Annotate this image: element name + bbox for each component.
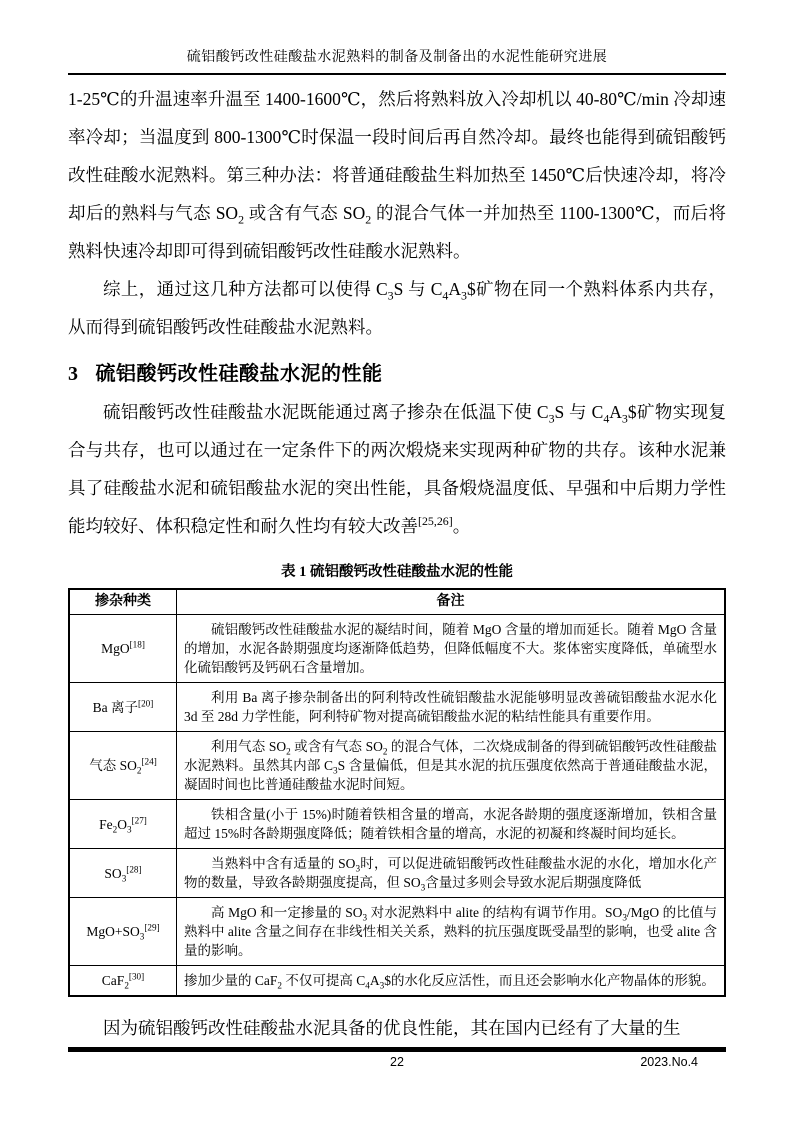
table-caption: 表 1 硫铝酸钙改性硅酸盐水泥的性能	[281, 564, 513, 580]
running-title: 硫铝酸钙改性硅酸盐水泥熟料的制备及制备出的水泥性能研究进展	[186, 50, 608, 65]
note-cell: 掺加少量的 CaF$_2$ 不仅可提高 $C_4A_3\$$的水化反应活性，而且还会影响水化产物晶体的形貌。	[177, 966, 726, 997]
note-cell: 硫铝酸钙改性硅酸盐水泥的凝结时间，随着 MgO 含量的增加而延长。随着 MgO 含量的增加，水泥各龄期强度均逐渐降低趋势，但降低幅度不大。浆体密实度降低，单硫型水化硫铝酸钙及钙矾石含量增加。	[177, 615, 726, 683]
table-header-row	[69, 589, 725, 615]
dopant-cell: $Fe_2O_3[27]$	[69, 800, 177, 849]
dopant-cell: Ba 离子[20]	[69, 683, 177, 732]
issue-label: 2023.No.4	[640, 1055, 698, 1069]
table-row-fe2o3	[69, 800, 725, 849]
page-number: 22	[390, 1055, 404, 1069]
column-header-note: 备注	[177, 589, 726, 615]
table-row-so3	[69, 849, 725, 898]
table-row-ba	[69, 683, 725, 732]
performance-table	[68, 588, 726, 997]
section-heading	[68, 357, 726, 386]
paragraph-continuation: 1-25℃的升温速率升温至 1400-1600℃，然后将熟料放入冷却机以 40-80℃/min 冷却速率冷却；当温度到 800-1300℃时保温一段时间后再自然冷却。最终也能得到硫铝酸钙改性硅酸水泥熟料。第三种办法：将普通硅酸盐生料加热至 1450℃后快速冷却，将冷却后的熟料与气态 $SO_2$ 或含有气态 $SO_2$ 的混合气体一并加热至 1100-1300℃，而后将熟料快速冷却即可得到硫铝酸钙改性硅酸水泥熟料。	[68, 89, 726, 261]
footer-rule	[68, 1047, 726, 1052]
paragraph-summary: 综上，通过这几种方法都可以使得 $C_3S$ 与 $C_4A_3\$$矿物在同一个熟料体系内共存，从而得到硫铝酸钙改性硅酸盐水泥熟料。	[68, 279, 727, 337]
table-row-caf2	[69, 966, 725, 997]
dopant-cell: $SO_3[28]$	[69, 849, 177, 898]
dopant-cell: 气态 $SO_2[24]$	[69, 732, 177, 800]
page-footer	[68, 1047, 726, 1075]
section-title: 硫铝酸钙改性硅酸盐水泥的性能	[95, 363, 383, 385]
page-content	[68, 80, 726, 1047]
note-cell: 当熟料中含有适量的 $SO_3$时，可以促进硫铝酸钙改性硅酸盐水泥的水化，增加水化产物的数量，导致各龄期强度提高，但 $SO_3$含量过多则会导致水泥后期强度降低	[177, 849, 726, 898]
footer-text	[68, 1055, 726, 1075]
section-number: 3	[68, 363, 79, 385]
paragraph-after-table: 因为硫铝酸钙改性硅酸盐水泥具备的优良性能，其在国内已经有了大量的生	[103, 1018, 681, 1038]
page-header	[68, 0, 726, 75]
dopant-cell: CaF$_2$[30]	[69, 966, 177, 997]
table-row-mgo	[69, 615, 725, 683]
dopant-cell: MgO[18]	[69, 615, 177, 683]
note-cell: 高 MgO 和一定掺量的 $SO_3$ 对水泥熟料中 alite 的结构有调节作用。$SO_3$/MgO 的比值与熟料中 alite 含量之间存在非线性相关关系，熟料的抗压强度既受晶型的影响，也受 alite 含量的影响。	[177, 898, 726, 966]
dopant-cell: $MgO+SO_3[29]$	[69, 898, 177, 966]
note-cell: 利用 Ba 离子掺杂制备出的阿利特改性硫铝酸盐水泥能够明显改善硫铝酸盐水泥水化 3d 至 28d 力学性能，阿利特矿物对提高硫铝酸盐水泥的粘结性能具有重要作用。	[177, 683, 726, 732]
paragraph-performance: 硫铝酸钙改性硅酸盐水泥既能通过离子掺杂在低温下使 $C_3S$ 与 $C_4A_3\$$矿物实现复合与共存，也可以通过在一定条件下的两次煅烧来实现两种矿物的共存。该种水泥兼具了硅酸盐水泥和硫铝酸盐水泥的突出性能，具备煅烧温度低、早强和中后期力学性能均较好、体积稳定性和耐久性均有较大改善[25,26]。	[68, 402, 727, 536]
note-cell: 铁相含量(小于 15%)时随着铁相含量的增高，水泥各龄期的强度逐渐增加，铁相含量超过 15%时各龄期强度降低；随着铁相含量的增高，水泥的初凝和终凝时间均延长。	[177, 800, 726, 849]
table-row-so2-gas	[69, 732, 725, 800]
note-cell: 利用气态 $SO_2$ 或含有气态 $SO_2$ 的混合气体，二次烧成制备的得到硫铝酸钙改性硅酸盐水泥熟料。虽然其内部 $C_3S$ 含量偏低，但是其水泥的抗压强度依然高于普通硅酸盐水泥，凝固时间也比普通硅酸盐水泥时间短。	[177, 732, 726, 800]
column-header-dopant: 掺杂种类	[69, 589, 177, 615]
table-row-mgo-so3	[69, 898, 725, 966]
